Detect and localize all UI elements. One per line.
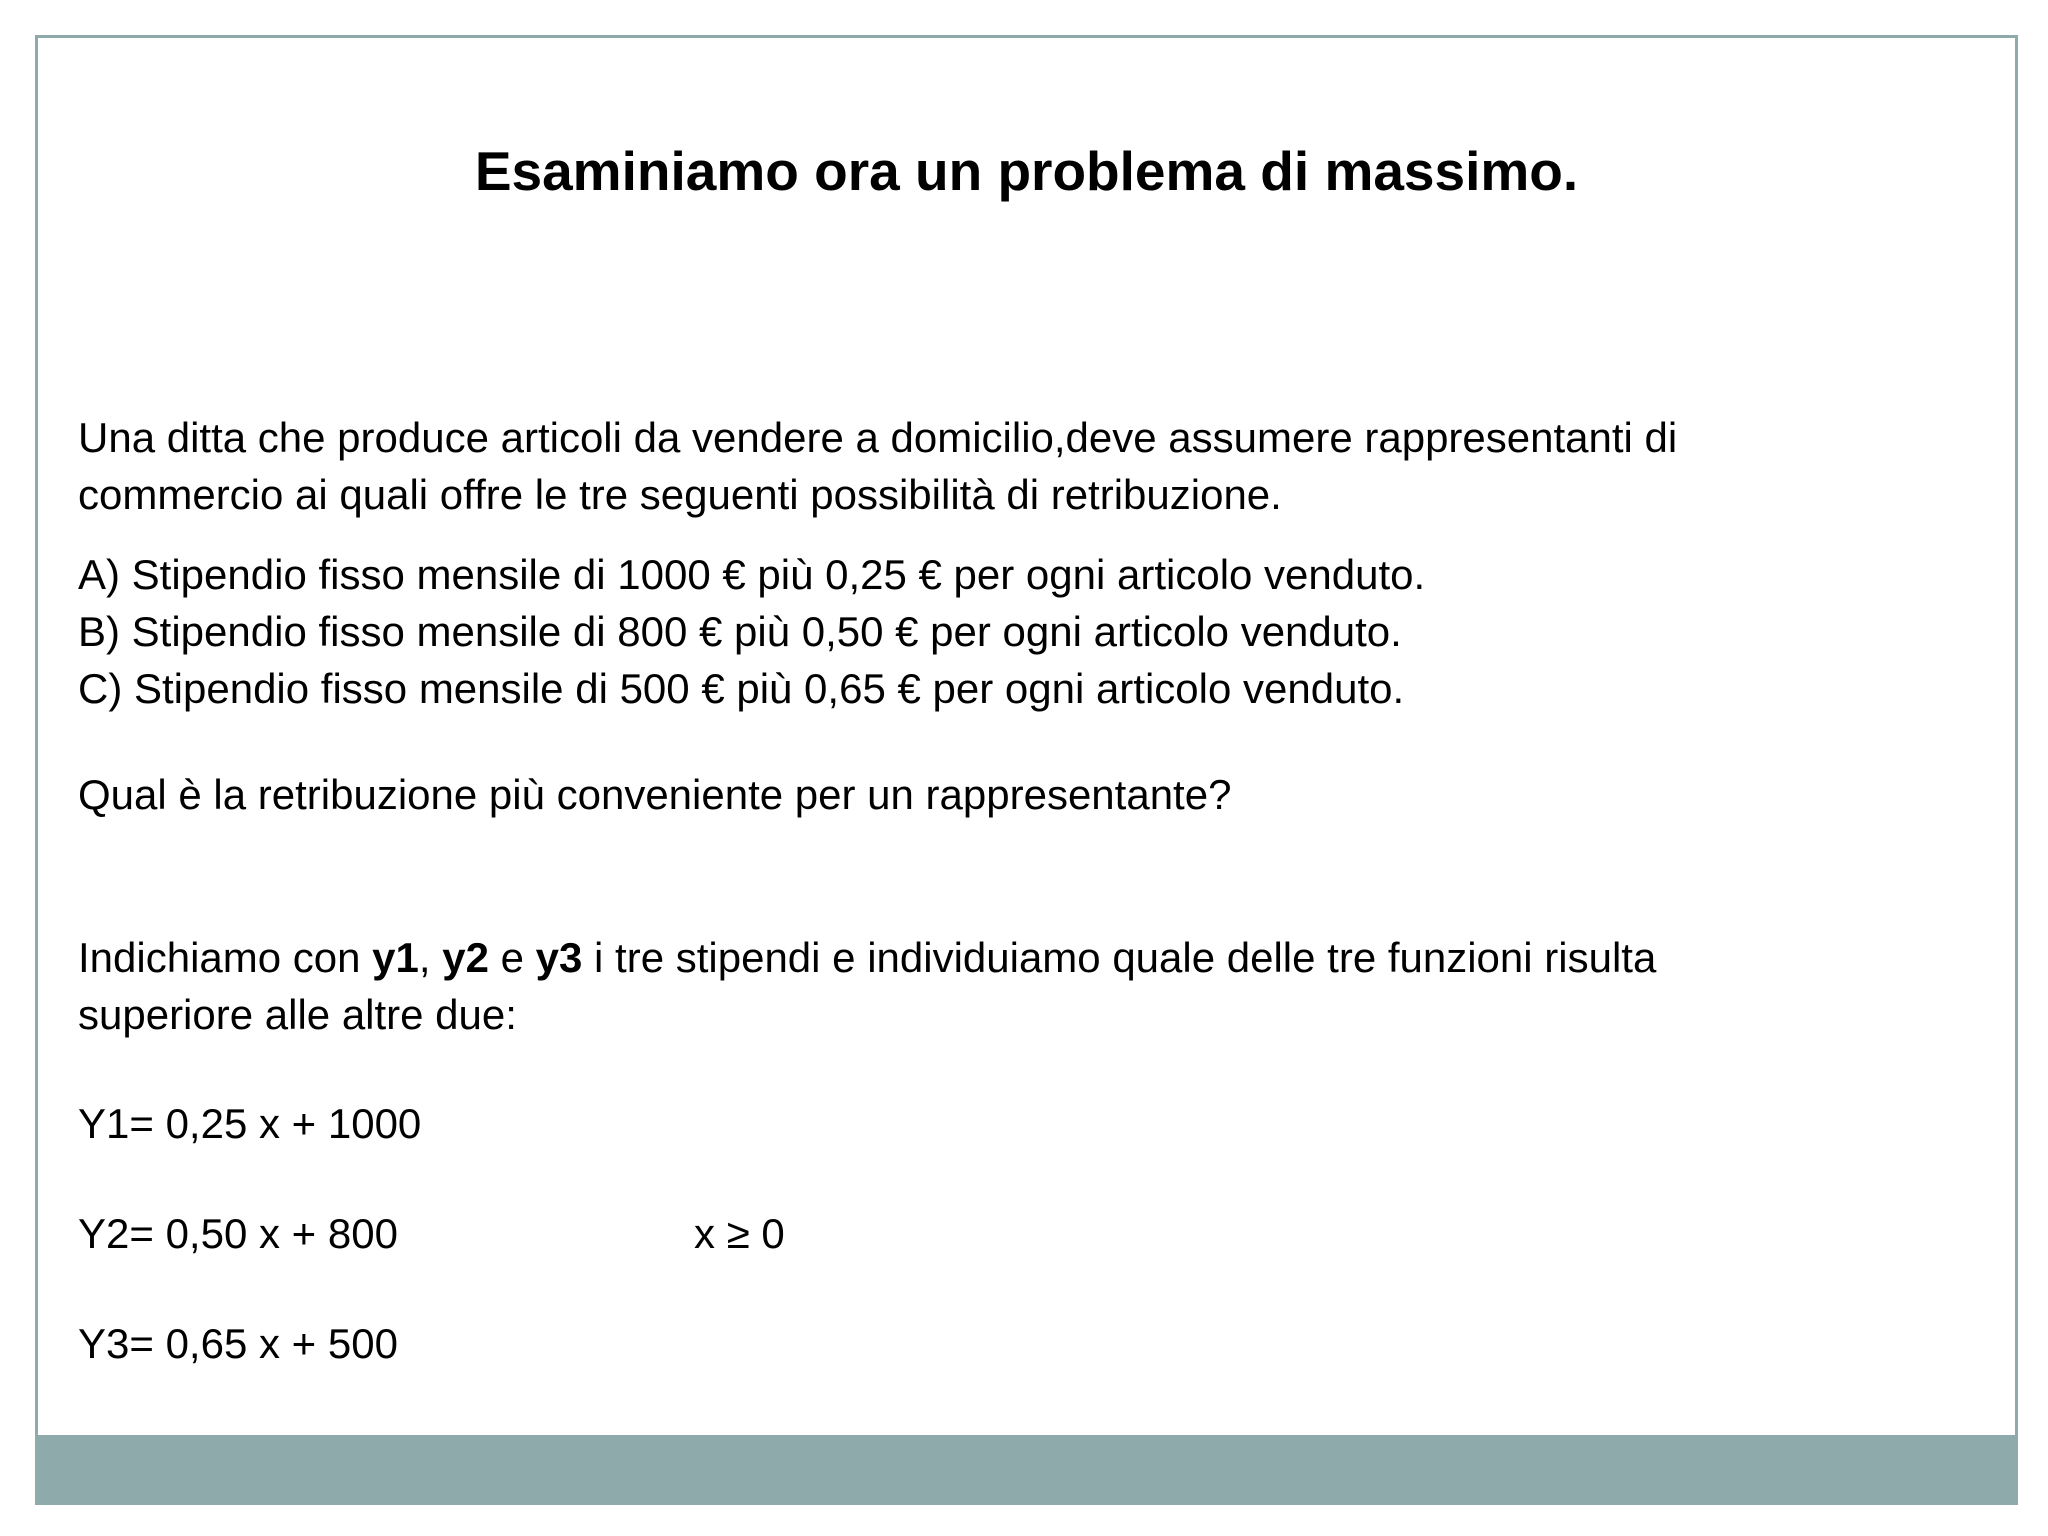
option-a: A) Stipendio fisso mensile di 1000 € più 0,25 € per ogni articolo venduto. — [78, 551, 1426, 598]
indic-line-2: superiore alle altre due: — [78, 991, 517, 1038]
indic-prefix: Indichiamo con — [78, 934, 373, 981]
equation-y1: Y1= 0,25 x + 1000 — [78, 1100, 422, 1147]
intro-paragraph — [78, 409, 1677, 523]
indic-sep-1: , — [418, 934, 443, 981]
option-c: C) Stipendio fisso mensile di 500 € più 0,65 € per ogni articolo venduto. — [78, 665, 1405, 712]
indic-line-1 — [78, 929, 1656, 986]
question-text: Qual è la retribuzione più conveniente per un rappresentante? — [78, 771, 1232, 818]
option-b: B) Stipendio fisso mensile di 800 € più 0,50 € per ogni articolo venduto. — [78, 608, 1402, 655]
options-list — [78, 546, 1425, 717]
intro-line-2: commercio ai quali offre le tre seguenti possibilità di retribuzione. — [78, 471, 1282, 518]
domain-condition: x ≥ 0 — [694, 1210, 785, 1257]
var-y2: y2 — [442, 934, 489, 981]
equation-y3: Y3= 0,65 x + 500 — [78, 1320, 398, 1367]
var-y3: y3 — [535, 934, 583, 981]
intro-line-1: Una ditta che produce articoli da vendere a domicilio,deve assumere rappresentanti di — [78, 414, 1678, 461]
indic-paragraph — [78, 929, 1656, 1043]
slide-title: Esaminiamo ora un problema di massimo. — [474, 140, 1579, 202]
var-y1: y1 — [372, 934, 419, 981]
equation-y2: Y2= 0,50 x + 800 — [78, 1210, 398, 1257]
indic-suffix: i tre stipendi e individuiamo quale delle tre funzioni risulta — [582, 934, 1657, 981]
footer-band — [35, 1435, 2018, 1505]
indic-sep-2: e — [488, 934, 536, 981]
